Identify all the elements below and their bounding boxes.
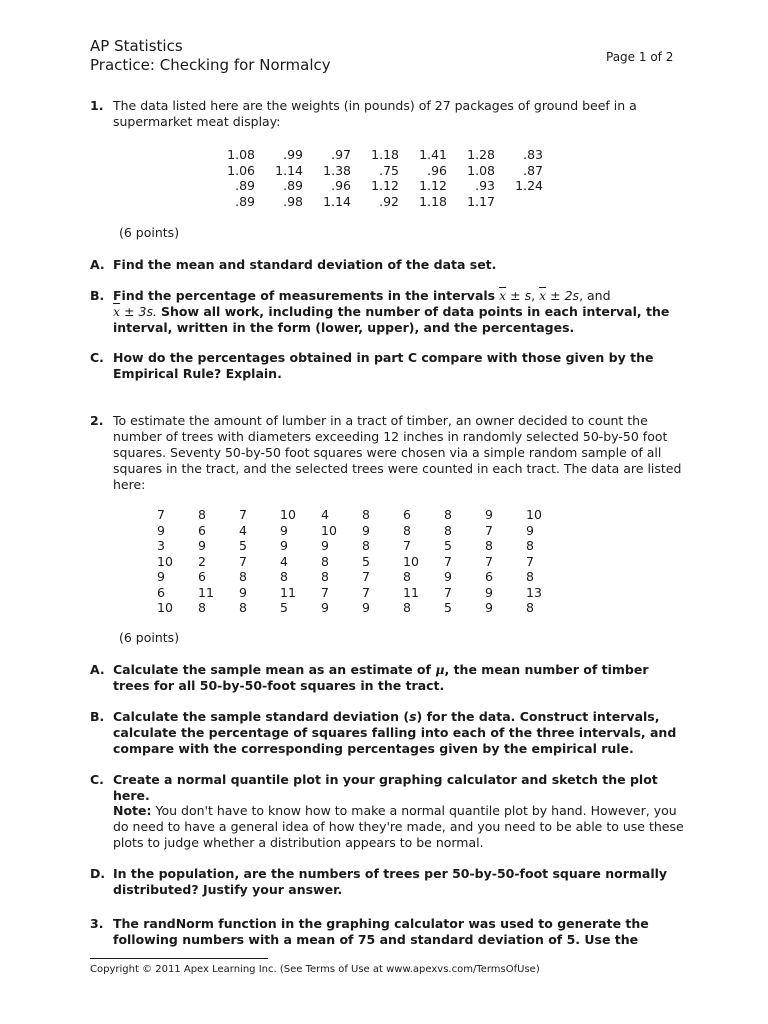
beef-weight-cell: .83 [523,147,543,162]
tree-count-cell: 13 [526,584,542,600]
beef-weight-cell: .89 [235,178,255,193]
tree-count-cell: 9 [198,538,206,553]
beef-weight-row [207,194,543,210]
tree-count-cell: 7 [403,538,411,553]
beef-weight-cell: 1.12 [419,178,447,193]
tree-count-cell: 9 [485,600,493,615]
tree-count-cell: 7 [321,584,329,600]
question-1-data-table [207,147,543,209]
tree-count-row [157,600,567,616]
question-1-intro: The data listed here are the weights (in pounds) of 27 packages of ground beef in a supermarket meat display: [113,98,637,129]
beef-weight-cell: 1.08 [467,162,495,178]
beef-weight-cell: 1.08 [227,147,255,162]
q2-part-c-text: Create a normal quantile plot in your graphing calculator and sketch the plot here. [113,772,658,803]
tree-count-cell: 7 [444,584,452,600]
beef-weight-cell: .89 [235,193,255,209]
tree-count-cell: 5 [444,538,452,553]
q1-part-b-text: Find the percentage of measurements in the intervals $\overline{x} \pm s$, $\overline{x} \pm 2s$, and $\overline{x} \pm 3s$. Show all work, including the number of data points in each interval, the interval, written in the form (lower, upper), and the percentages. [113,288,670,335]
tree-count-cell: 9 [362,522,370,538]
question-2-intro: To estimate the amount of lumber in a tract of timber, an owner decided to count the number of trees with diameters exceeding 12 inches in randomly selected 50-by-50 foot squares. Seventy 50-by-50 foot squares were chosen via a simple random sample of all squares in the tract, and the selected trees were counted in each tract. The data are listed here: [113,413,682,492]
question-2-data-table [157,507,567,616]
beef-weight-cell: .93 [475,178,495,193]
tree-count-cell: 8 [198,600,206,615]
beef-weight-cell: 1.14 [323,193,351,209]
beef-weight-cell: .97 [331,147,351,162]
tree-count-cell: 10 [157,553,173,569]
beef-weight-cell: 1.14 [275,162,303,178]
tree-count-cell: 11 [280,584,296,600]
beef-weight-cell: .87 [523,162,543,178]
beef-weight-cell: 1.41 [419,147,447,162]
question-2-number: 2. [90,413,104,428]
q2-part-c-label: C. [90,772,104,787]
tree-count-cell: 8 [403,522,411,538]
beef-weight-cell: 1.17 [467,193,495,209]
q2-part-b-label: B. [90,709,105,724]
q1-part-a-text: Find the mean and standard deviation of the data set. [113,257,497,272]
tree-count-cell: 8 [485,538,493,553]
beef-weight-cell: 1.24 [515,178,543,193]
tree-count-cell: 5 [362,553,370,569]
tree-count-cell: 5 [239,538,247,553]
tree-count-cell: 9 [321,600,329,615]
beef-weight-cell: 1.18 [419,193,447,209]
tree-count-cell: 7 [362,569,370,584]
tree-count-cell: 9 [321,538,329,553]
tree-count-cell: 7 [444,553,452,569]
tree-count-cell: 7 [239,553,247,569]
tree-count-cell: 9 [526,522,534,538]
tree-count-cell: 9 [280,538,288,553]
tree-count-row [157,538,567,554]
q2-part-d-text: In the population, are the numbers of trees per 50-by-50-foot square normally distributed? Justify your answer. [113,866,668,897]
beef-weight-cell: 1.38 [323,162,351,178]
tree-count-cell: 7 [157,507,165,522]
tree-count-cell: 7 [239,507,247,522]
tree-count-cell: 4 [280,553,288,569]
tree-count-cell: 7 [485,553,493,569]
tree-count-cell: 5 [280,600,288,615]
tree-count-cell: 8 [444,522,452,538]
beef-weight-cell: .96 [331,178,351,193]
beef-weight-cell: .99 [283,147,303,162]
tree-count-cell: 8 [280,569,288,584]
tree-count-cell: 6 [198,522,206,538]
tree-count-cell: 9 [157,522,165,538]
tree-count-cell: 8 [526,538,534,553]
q1-part-b-label: B. [90,288,105,303]
q2-part-a-label: A. [90,662,105,677]
tree-count-cell: 10 [157,600,173,615]
beef-weight-cell: .92 [379,193,399,209]
tree-count-cell: 11 [403,584,419,600]
tree-count-cell: 9 [485,507,493,522]
tree-count-cell: 10 [280,507,296,522]
course-title: AP Statistics [90,37,183,55]
q2-note: Note: You don't have to know how to make a normal quantile plot by hand. However, you do need to have a general idea of how they're made, and you need to be able to use these plots to judge whether a distribution appears to be normal. [113,803,684,850]
tree-count-cell: 6 [403,507,411,522]
tree-count-row [157,554,567,570]
tree-count-cell: 4 [321,507,329,522]
tree-count-cell: 4 [239,522,247,538]
question-3-text: The randNorm function in the graphing calculator was used to generate the following numbers with a mean of 75 and standard deviation of 5. Use the [113,916,649,947]
question-1-number: 1. [90,98,104,113]
beef-weight-cell: .98 [283,193,303,209]
page-number: Page 1 of 2 [606,50,674,64]
tree-count-cell: 8 [362,538,370,553]
tree-count-row [157,569,567,585]
tree-count-cell: 2 [198,553,206,569]
question-2-points: (6 points) [119,630,180,645]
tree-count-cell: 7 [362,584,370,600]
q1-part-c-text: How do the percentages obtained in part C compare with those given by the Empirical Rule? Explain. [113,350,654,381]
tree-count-cell: 9 [362,600,370,615]
beef-weight-cell: .96 [427,162,447,178]
footer-rule [90,958,268,959]
beef-weight-row [207,178,543,194]
q1-part-a-label: A. [90,257,105,272]
beef-weight-cell: 1.12 [371,178,399,193]
beef-weight-cell: 1.28 [467,147,495,162]
tree-count-cell: 5 [444,600,452,615]
tree-count-cell: 8 [198,507,206,522]
q2-part-a-text: Calculate the sample mean as an estimate of μ, the mean number of timber trees for all 50-by-50-foot squares in the tract. [113,662,649,693]
tree-count-row [157,523,567,539]
tree-count-cell: 10 [321,522,337,538]
tree-count-cell: 8 [403,569,411,584]
beef-weight-row [207,163,543,179]
tree-count-cell: 8 [403,600,411,615]
q2-part-b-text: Calculate the sample standard deviation (s) for the data. Construct intervals, calculate the percentage of squares falling into each of the three intervals, and compare with the corresponding percentages given by the empirical rule. [113,709,677,756]
tree-count-cell: 9 [444,569,452,584]
tree-count-cell: 8 [239,600,247,615]
tree-count-cell: 3 [157,538,165,553]
tree-count-cell: 6 [485,569,493,584]
beef-weight-cell: 1.18 [371,147,399,162]
tree-count-cell: 6 [198,569,206,584]
tree-count-cell: 9 [280,522,288,538]
tree-count-cell: 8 [362,507,370,522]
tree-count-cell: 7 [526,553,534,569]
beef-weight-cell: 1.06 [227,162,255,178]
q2-part-d-label: D. [90,866,106,881]
tree-count-row [157,507,567,523]
beef-weight-row [207,147,543,163]
worksheet-title: Practice: Checking for Normalcy [90,56,331,74]
tree-count-cell: 8 [444,507,452,522]
beef-weight-cell: .89 [283,178,303,193]
question-1-points: (6 points) [119,225,180,240]
tree-count-cell: 9 [485,584,493,600]
q1-part-c-label: C. [90,350,104,365]
beef-weight-cell: .75 [379,162,399,178]
mu-symbol: μ [435,662,445,677]
tree-count-cell: 11 [198,584,214,600]
tree-count-cell: 8 [321,553,329,569]
tree-count-cell: 9 [239,584,247,600]
beef-weight-cell [495,194,543,210]
copyright-notice: Copyright © 2011 Apex Learning Inc. (See Terms of Use at www.apexvs.com/TermsOfUse) [90,964,540,975]
tree-count-cell: 8 [526,569,534,584]
question-3-number: 3. [90,916,104,931]
tree-count-row [157,585,567,601]
tree-count-cell: 8 [239,569,247,584]
tree-count-cell: 10 [403,553,419,569]
tree-count-cell: 10 [526,507,542,522]
tree-count-cell: 6 [157,584,165,600]
tree-count-cell: 8 [321,569,329,584]
tree-count-cell: 9 [157,569,165,584]
tree-count-cell: 8 [526,600,534,615]
tree-count-cell: 7 [485,522,493,538]
